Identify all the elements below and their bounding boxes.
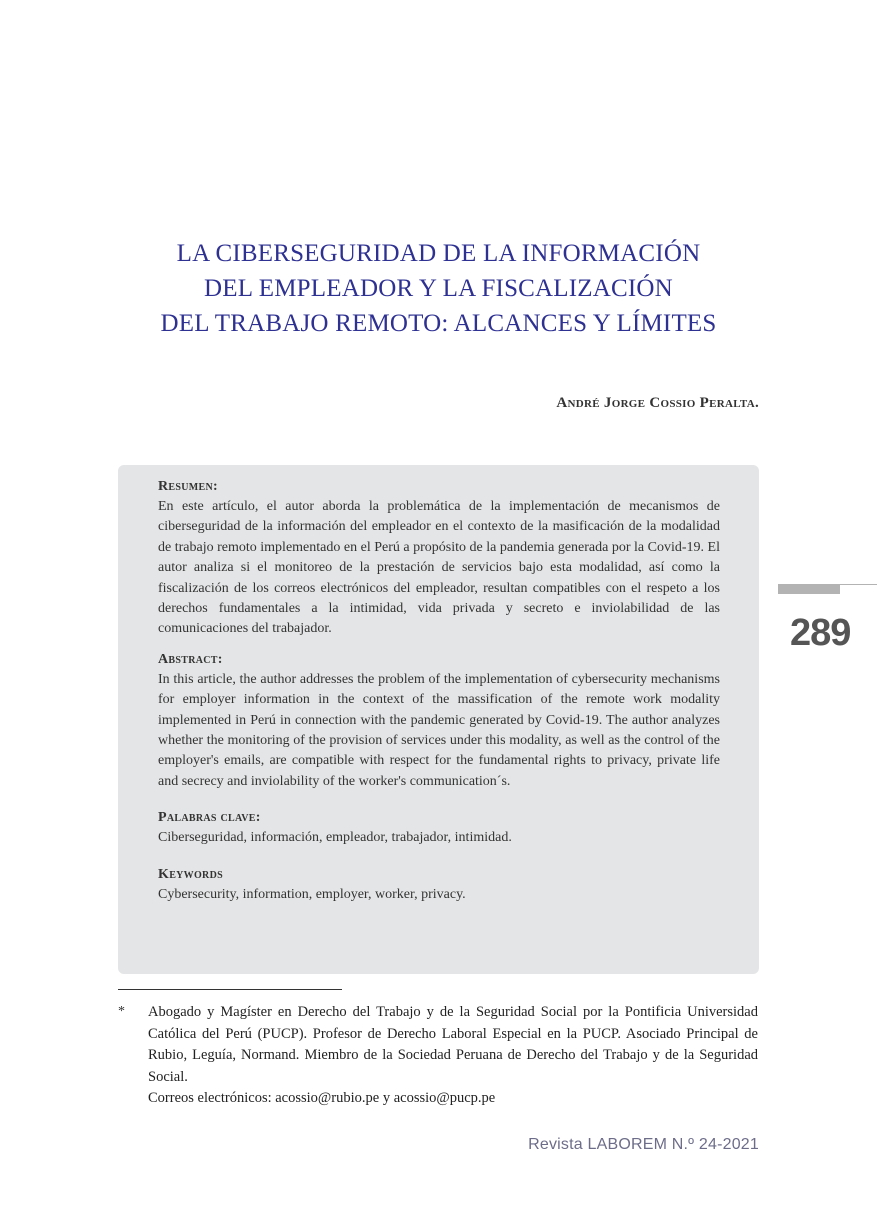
author-name: André Jorge Cossio Peralta. — [556, 395, 759, 411]
keywords-text: Cybersecurity, information, employer, worker, privacy. — [158, 886, 466, 902]
page-number-bar — [778, 584, 840, 594]
abstract-heading: Abstract: — [158, 651, 223, 667]
title-line: LA CIBERSEGURIDAD DE LA INFORMACIÓN — [176, 240, 701, 267]
abstract-box — [118, 465, 759, 974]
abstract-text: In this article, the author addresses the problem of the implementation of cybersecurity mechanisms for employer information in the context of the massification of the remote work modality implemented in Perú in connection with the pandemic generated by Covid-19. The author analyzes whether the monitoring of the provision of services under this modality, as well as the control of the employer's emails, are compatible with respect for the fundamental rights to privacy, private life and secrecy and inviolability of the worker's communication´s. — [158, 671, 720, 789]
abstract-box-content — [158, 477, 720, 905]
page-number: 289 — [790, 612, 851, 654]
running-footer: Revista LABOREM N.º 24-2021 — [528, 1136, 759, 1153]
footnote-text: Abogado y Magíster en Derecho del Trabajo y de la Seguridad Social por la Pontificia Universidad Católica del Perú (PUCP). Profesor de Derecho Laboral Especial en la PUCP. Asociado Principal de Rubio, Leguía, Normand. Miembro de la Sociedad Peruana de Derecho del Trabajo y de la Seguridad Social. — [148, 1004, 758, 1085]
page-number-rule — [840, 584, 877, 585]
footnote-rule — [118, 989, 342, 990]
footnote-marker: * — [118, 1004, 125, 1019]
palabras-clave-text: Ciberseguridad, información, empleador, trabajador, intimidad. — [158, 830, 512, 846]
keywords-heading: Keywords — [158, 866, 223, 882]
title-line: DEL TRABAJO REMOTO: ALCANCES Y LÍMITES — [160, 310, 717, 337]
article-title — [100, 236, 777, 341]
footnote — [148, 1002, 758, 1110]
resumen-heading: Resumen: — [158, 479, 218, 494]
title-line: DEL EMPLEADOR Y LA FISCALIZACIÓN — [204, 275, 673, 302]
footnote-emails: Correos electrónicos: acossio@rubio.pe y acossio@pucp.pe — [148, 1090, 496, 1106]
palabras-clave-heading: Palabras clave: — [158, 810, 261, 826]
resumen-text: En este artículo, el autor aborda la problemática de la implementación de mecanismos de ciberseguridad de la información del empleador en el contexto de la masificación de la modalidad de trabajo remoto implementado en el Perú a propósito de la pandemia generada por la Covid-19. El autor analiza si el monitoreo de la prestación de servicios bajo esta modalidad, así como la fiscalización de los correos electrónicos del empleador, resultan compatibles con el respeto a los derechos fundamentales a la intimidad, vida privada y secreto e inviolabilidad de las comunicaciones del trabajador. — [158, 499, 720, 637]
